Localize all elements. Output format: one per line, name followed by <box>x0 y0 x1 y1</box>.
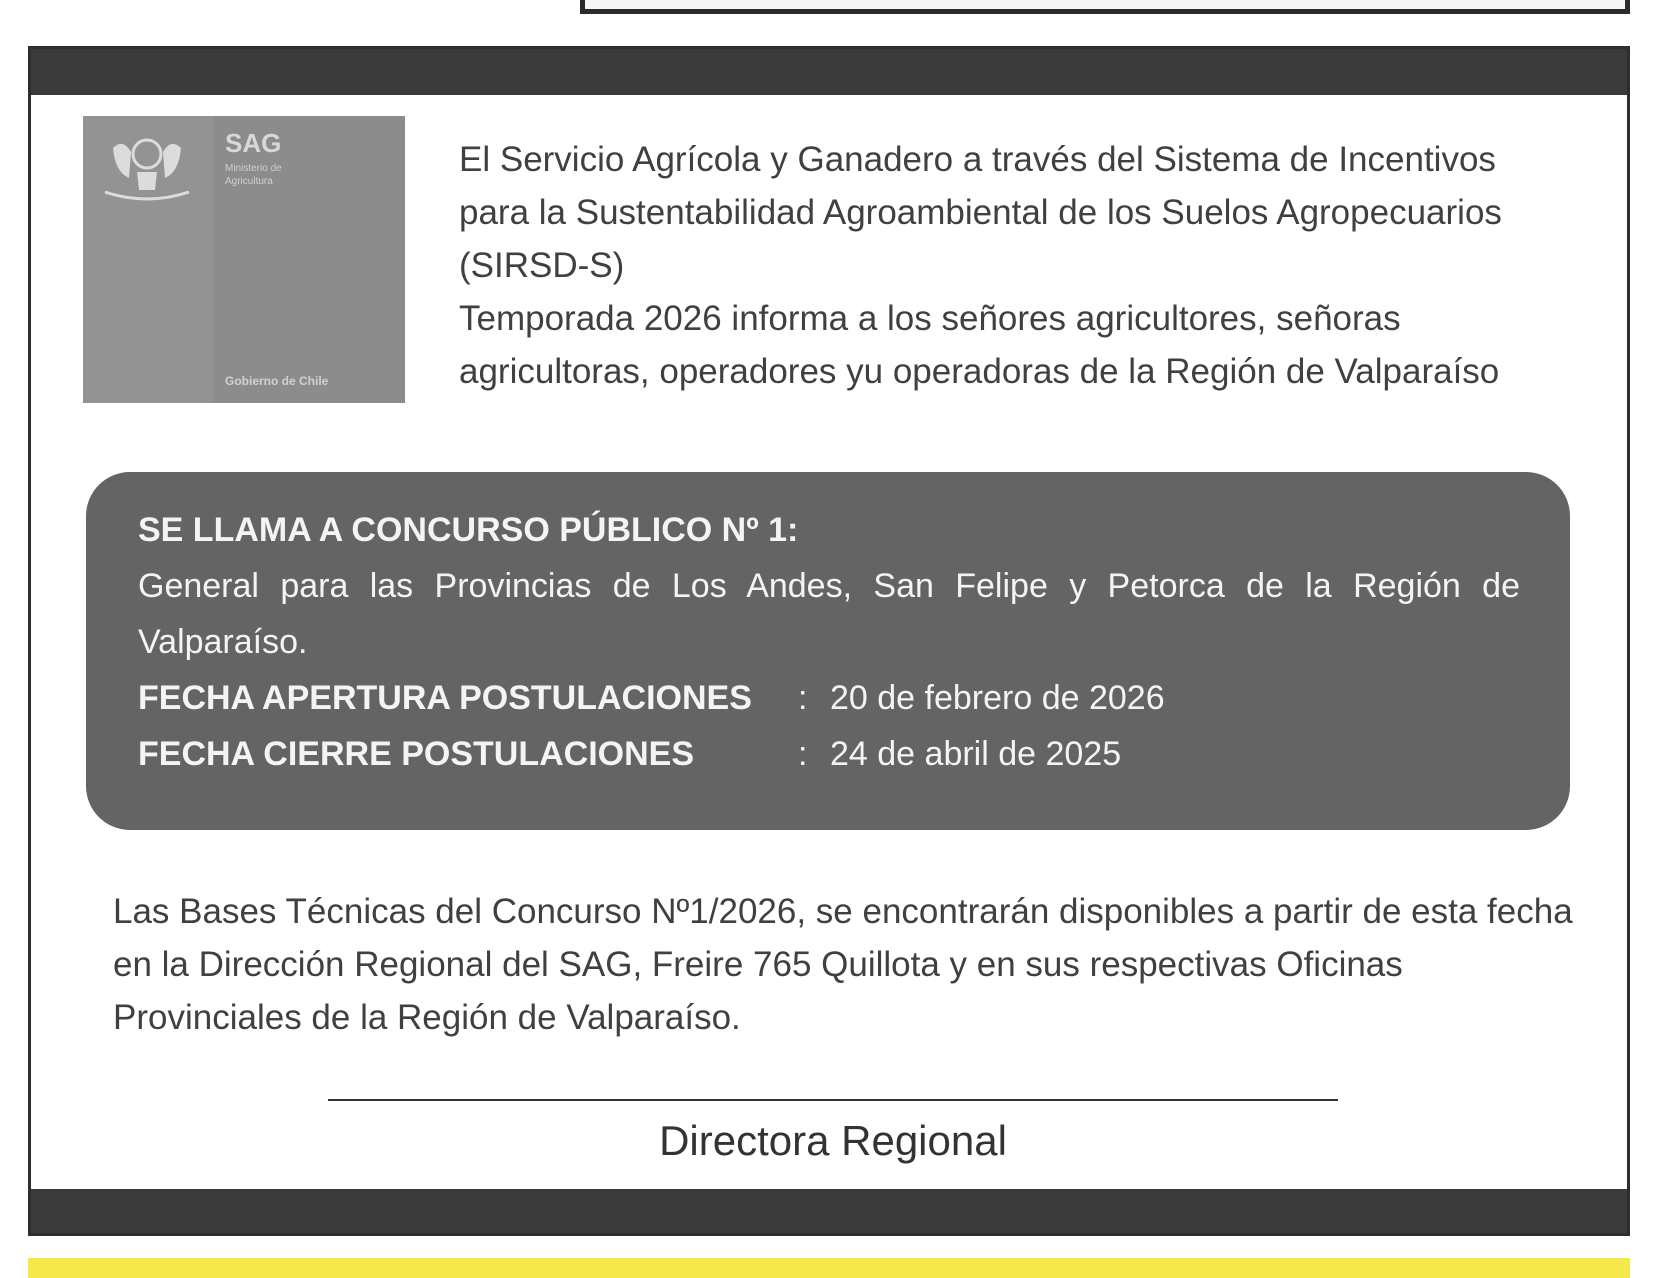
logo-government: Gobierno de Chile <box>225 374 329 388</box>
header-band <box>31 49 1627 95</box>
closing-date-row <box>138 726 1520 782</box>
opening-date-label: FECHA APERTURA POSTULACIONES <box>138 679 752 717</box>
sag-logo <box>83 116 405 403</box>
intro-line: (SIRSD-S) <box>459 246 625 285</box>
public-notice <box>28 46 1630 1236</box>
coat-of-arms-icon <box>93 128 201 204</box>
intro-line: para la Sustentabilidad Agroambiental de los Suelos Agropecuarios <box>459 193 1502 232</box>
intro-line: El Servicio Agrícola y Ganadero a través del Sistema de Incentivos <box>459 140 1496 179</box>
contest-description: General para las Provincias de Los Andes, San Felipe y Petorca de la Región de Valparaíso. <box>138 567 1520 661</box>
intro-line: agricultoras, operadores yu operadoras de la Región de Valparaíso <box>459 352 1500 391</box>
contest-title: SE LLAMA A CONCURSO PÚBLICO Nº 1: <box>138 511 799 549</box>
closing-date-value: 24 de abril de 2025 <box>830 735 1122 773</box>
opening-date-value: 20 de febrero de 2026 <box>830 679 1165 717</box>
logo-ministry: Ministerio de Agricultura <box>225 163 282 187</box>
closing-date-separator: : <box>798 735 808 773</box>
bases-paragraph: Las Bases Técnicas del Concurso Nº1/2026, se encontrarán disponibles a partir de esta fecha en la Dirección Regional del SAG, Freire 765 Quillota y en sus respectivas Oficinas Provinciales de la Región de Valparaíso. <box>113 892 1573 1037</box>
signature-line <box>328 1099 1338 1101</box>
previous-notice-frame <box>580 0 1630 14</box>
intro-paragraph <box>459 133 1599 398</box>
yellow-strip <box>28 1258 1630 1278</box>
contest-call-box <box>86 472 1570 830</box>
opening-date-separator: : <box>798 679 808 717</box>
intro-line: Temporada 2026 informa a los señores agricultores, señoras <box>459 299 1401 338</box>
logo-acronym: SAG <box>225 128 282 158</box>
signature-title: Directora Regional <box>659 1117 1007 1164</box>
closing-date-label: FECHA CIERRE POSTULACIONES <box>138 735 695 773</box>
logo-crest-panel <box>83 116 213 403</box>
opening-date-row <box>138 670 1520 726</box>
footer-band <box>31 1189 1627 1233</box>
